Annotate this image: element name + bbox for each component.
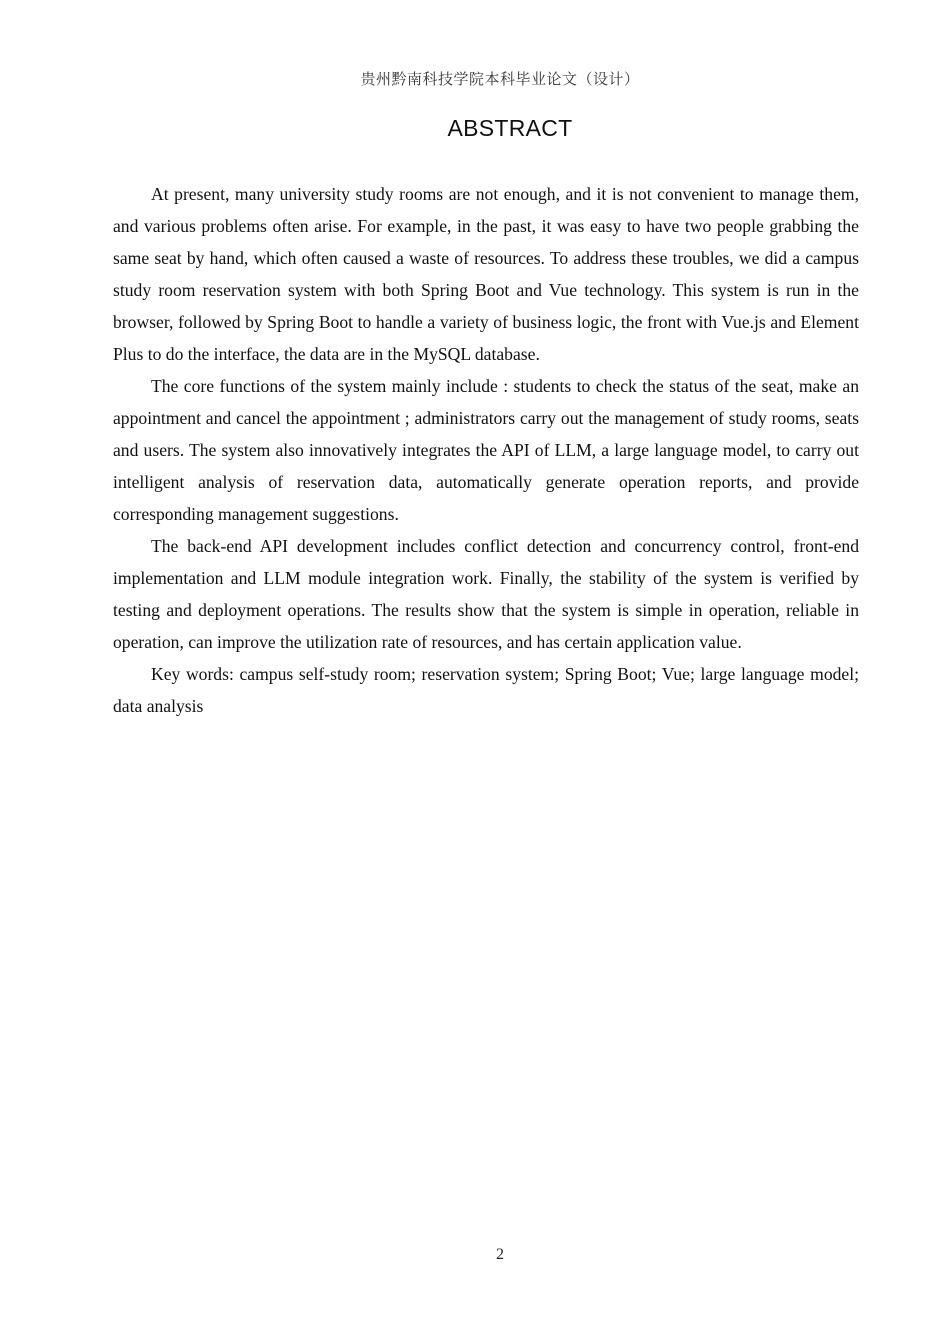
abstract-paragraph-2: The core functions of the system mainly include : students to check the status of the seat, make an appointment and cancel the appointment ; administrators carry out the management of study rooms, seats and users. The system also innovatively integrates the API of LLM, a large language model, to carry out intelligent analysis of reservation data, automatically generate operation reports, and provide corresponding management suggestions. [113,376,859,524]
page-number: 2 [496,1246,504,1263]
abstract-title: ABSTRACT [447,115,573,141]
abstract-paragraph-1: At present, many university study rooms are not enough, and it is not convenient to manage them, and various problems often arise. For example, in the past, it was easy to have two people grabbing the same seat by hand, which often caused a waste of resources. To address these troubles, we did a campus study room reservation system with both Spring Boot and Vue technology. This system is run in the browser, followed by Spring Boot to handle a variety of business logic, the front with Vue.js and Element Plus to do the interface, the data are in the MySQL database. [113,184,859,364]
abstract-body [113,178,859,722]
abstract-paragraph-3: The back-end API development includes conflict detection and concurrency control, front-end implementation and LLM module integration work. Finally, the stability of the system is verified by testing and deployment operations. The results show that the system is simple in operation, reliable in operation, can improve the utilization rate of resources, and has certain application value. [113,536,859,652]
keywords-paragraph: Key words: campus self-study room; reservation system; Spring Boot; Vue; large language model; data analysis [113,664,859,716]
running-header: 贵州黔南科技学院本科毕业论文（设计） [360,70,640,88]
